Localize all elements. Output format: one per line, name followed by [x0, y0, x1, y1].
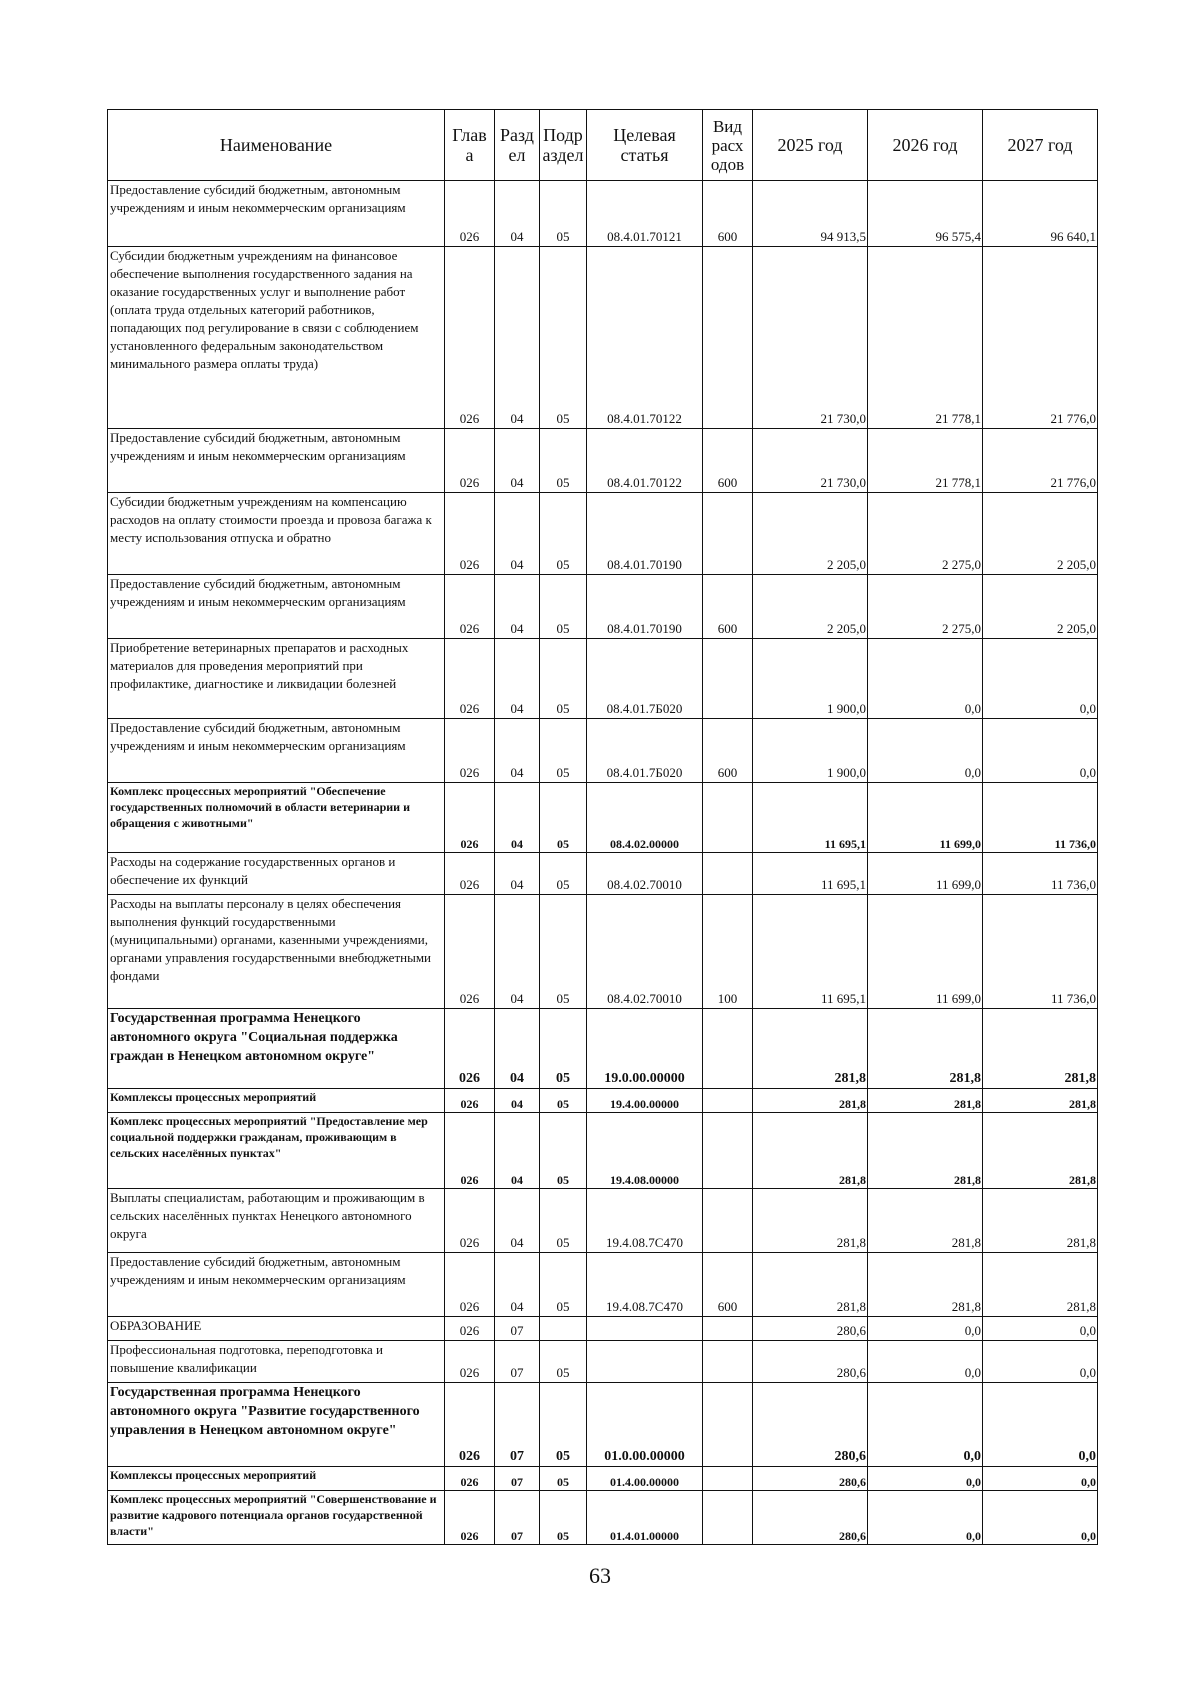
- cell-2027: 2 205,0: [983, 493, 1098, 575]
- cell-2025: 2 205,0: [753, 575, 868, 639]
- cell-celevaya-statya: 19.4.08.7С470: [587, 1253, 703, 1317]
- cell-2025: 281,8: [753, 1189, 868, 1253]
- cell-2025: 94 913,5: [753, 181, 868, 247]
- header-glava: Глав а: [445, 110, 495, 181]
- header-vid-rashodov: Вид расх одов: [703, 110, 753, 181]
- cell-celevaya-statya: 19.4.08.7С470: [587, 1189, 703, 1253]
- table-row: [108, 1009, 1098, 1089]
- cell-name: Приобретение ветеринарных препаратов и расходных материалов для проведения мероприятий при профилактике, диагностике и ликвидации болезней: [108, 639, 445, 719]
- cell-podrazdel: 05: [540, 575, 587, 639]
- cell-celevaya-statya: 19.4.08.00000: [587, 1113, 703, 1189]
- table-row: [108, 1113, 1098, 1189]
- table-row: [108, 639, 1098, 719]
- cell-2027: 21 776,0: [983, 247, 1098, 429]
- cell-razdel: 04: [495, 783, 540, 853]
- cell-glava: 026: [445, 1113, 495, 1189]
- cell-2026: 21 778,1: [868, 247, 983, 429]
- cell-2027: 0,0: [983, 719, 1098, 783]
- cell-razdel: 04: [495, 575, 540, 639]
- cell-razdel: 04: [495, 895, 540, 1009]
- cell-2026: 11 699,0: [868, 783, 983, 853]
- cell-2027: 11 736,0: [983, 853, 1098, 895]
- cell-celevaya-statya: 01.4.00.00000: [587, 1467, 703, 1491]
- table-row: [108, 783, 1098, 853]
- cell-2025: 280,6: [753, 1317, 868, 1341]
- cell-vid-rashodov: [703, 1341, 753, 1383]
- cell-2026: 11 699,0: [868, 853, 983, 895]
- cell-razdel: 04: [495, 1113, 540, 1189]
- cell-vid-rashodov: [703, 493, 753, 575]
- cell-2025: 280,6: [753, 1383, 868, 1467]
- cell-2025: 280,6: [753, 1341, 868, 1383]
- cell-razdel: 04: [495, 1009, 540, 1089]
- cell-name: Расходы на содержание государственных органов и обеспечение их функций: [108, 853, 445, 895]
- cell-2025: 21 730,0: [753, 429, 868, 493]
- cell-2025: 2 205,0: [753, 493, 868, 575]
- cell-2026: 281,8: [868, 1189, 983, 1253]
- cell-podrazdel: 05: [540, 1113, 587, 1189]
- cell-celevaya-statya: 08.4.02.70010: [587, 895, 703, 1009]
- cell-celevaya-statya: 01.0.00.00000: [587, 1383, 703, 1467]
- cell-podrazdel: 05: [540, 719, 587, 783]
- cell-glava: 026: [445, 1089, 495, 1113]
- table-row: [108, 895, 1098, 1009]
- table-row: [108, 575, 1098, 639]
- cell-podrazdel: 05: [540, 1009, 587, 1089]
- cell-2026: 2 275,0: [868, 575, 983, 639]
- cell-2025: 1 900,0: [753, 719, 868, 783]
- table-row: [108, 1491, 1098, 1545]
- cell-razdel: 04: [495, 1089, 540, 1113]
- cell-vid-rashodov: 100: [703, 895, 753, 1009]
- cell-2027: 0,0: [983, 1341, 1098, 1383]
- cell-glava: 026: [445, 1009, 495, 1089]
- cell-celevaya-statya: 08.4.01.70121: [587, 181, 703, 247]
- cell-vid-rashodov: [703, 1009, 753, 1089]
- table-header-row: [108, 110, 1098, 181]
- cell-2026: 0,0: [868, 719, 983, 783]
- cell-name: Комплексы процессных мероприятий: [108, 1089, 445, 1113]
- header-celevaya-statya: Целевая статья: [587, 110, 703, 181]
- cell-2027: 0,0: [983, 639, 1098, 719]
- cell-vid-rashodov: [703, 1491, 753, 1545]
- cell-2025: 11 695,1: [753, 783, 868, 853]
- cell-podrazdel: 05: [540, 1253, 587, 1317]
- cell-razdel: 07: [495, 1341, 540, 1383]
- cell-podrazdel: 05: [540, 493, 587, 575]
- cell-glava: 026: [445, 1189, 495, 1253]
- cell-name: Выплаты специалистам, работающим и проживающим в сельских населённых пунктах Ненецкого автономного округа: [108, 1189, 445, 1253]
- cell-podrazdel: 05: [540, 1383, 587, 1467]
- cell-podrazdel: 05: [540, 429, 587, 493]
- cell-razdel: 04: [495, 719, 540, 783]
- cell-podrazdel: 05: [540, 247, 587, 429]
- cell-vid-rashodov: [703, 783, 753, 853]
- cell-2025: 281,8: [753, 1253, 868, 1317]
- cell-razdel: 07: [495, 1467, 540, 1491]
- header-podrazdel: Подр аздел: [540, 110, 587, 181]
- cell-glava: 026: [445, 493, 495, 575]
- cell-name: Государственная программа Ненецкого автономного округа "Социальная поддержка граждан в Ненецком автономном округе": [108, 1009, 445, 1089]
- cell-razdel: 04: [495, 1189, 540, 1253]
- cell-2027: 96 640,1: [983, 181, 1098, 247]
- cell-name: Комплекс процессных мероприятий "Предоставление мер социальной поддержки гражданам, проживающим в сельских населённых пунктах": [108, 1113, 445, 1189]
- cell-2026: 281,8: [868, 1009, 983, 1089]
- cell-razdel: 04: [495, 493, 540, 575]
- cell-2025: 281,8: [753, 1009, 868, 1089]
- cell-podrazdel: 05: [540, 181, 587, 247]
- header-2027: 2027 год: [983, 110, 1098, 181]
- cell-glava: 026: [445, 853, 495, 895]
- cell-glava: 026: [445, 1491, 495, 1545]
- cell-2025: 21 730,0: [753, 247, 868, 429]
- cell-glava: 026: [445, 1383, 495, 1467]
- cell-glava: 026: [445, 1317, 495, 1341]
- cell-vid-rashodov: [703, 639, 753, 719]
- table-row: [108, 1189, 1098, 1253]
- cell-name: Субсидии бюджетным учреждениям на финансовое обеспечение выполнения государственного задания на оказание государственных услуг и выполнение работ (оплата труда отдельных категорий работников, попадающих под регулирование в связи с соблюдением установленного федеральным законодательством минимального размера оплаты труда): [108, 247, 445, 429]
- cell-vid-rashodov: [703, 1113, 753, 1189]
- header-2025: 2025 год: [753, 110, 868, 181]
- cell-2027: 0,0: [983, 1467, 1098, 1491]
- cell-glava: 026: [445, 719, 495, 783]
- cell-glava: 026: [445, 575, 495, 639]
- cell-2026: 0,0: [868, 1341, 983, 1383]
- table-row: [108, 1089, 1098, 1113]
- cell-vid-rashodov: [703, 1189, 753, 1253]
- cell-2026: 281,8: [868, 1253, 983, 1317]
- header-name: Наименование: [108, 110, 445, 181]
- cell-razdel: 04: [495, 247, 540, 429]
- cell-celevaya-statya: 19.0.00.00000: [587, 1009, 703, 1089]
- cell-name: Предоставление субсидий бюджетным, автономным учреждениям и иным некоммерческим организациям: [108, 1253, 445, 1317]
- cell-razdel: 04: [495, 429, 540, 493]
- cell-2027: 11 736,0: [983, 783, 1098, 853]
- table-row: [108, 1383, 1098, 1467]
- cell-vid-rashodov: [703, 853, 753, 895]
- cell-celevaya-statya: 08.4.01.70122: [587, 429, 703, 493]
- cell-glava: 026: [445, 1253, 495, 1317]
- table-row: [108, 247, 1098, 429]
- cell-podrazdel: [540, 1317, 587, 1341]
- cell-vid-rashodov: 600: [703, 575, 753, 639]
- cell-2026: 0,0: [868, 1467, 983, 1491]
- page-number: 63: [589, 1563, 611, 1588]
- cell-celevaya-statya: 08.4.01.70190: [587, 575, 703, 639]
- budget-table: [107, 109, 1098, 1545]
- cell-glava: 026: [445, 639, 495, 719]
- cell-celevaya-statya: 08.4.01.7Б020: [587, 639, 703, 719]
- cell-podrazdel: 05: [540, 895, 587, 1009]
- table-body: [108, 181, 1098, 1545]
- cell-celevaya-statya: [587, 1317, 703, 1341]
- cell-2027: 281,8: [983, 1253, 1098, 1317]
- cell-2027: 281,8: [983, 1189, 1098, 1253]
- cell-name: Субсидии бюджетным учреждениям на компенсацию расходов на оплату стоимости проезда и провоза багажа к месту использования отпуска и обратно: [108, 493, 445, 575]
- cell-glava: 026: [445, 895, 495, 1009]
- cell-glava: 026: [445, 181, 495, 247]
- cell-2025: 280,6: [753, 1467, 868, 1491]
- cell-2027: 281,8: [983, 1009, 1098, 1089]
- cell-glava: 026: [445, 429, 495, 493]
- cell-vid-rashodov: [703, 247, 753, 429]
- cell-name: Комплексы процессных мероприятий: [108, 1467, 445, 1491]
- cell-podrazdel: 05: [540, 1089, 587, 1113]
- cell-vid-rashodov: [703, 1317, 753, 1341]
- cell-razdel: 07: [495, 1317, 540, 1341]
- table-row: [108, 429, 1098, 493]
- cell-2027: 0,0: [983, 1383, 1098, 1467]
- cell-podrazdel: 05: [540, 1467, 587, 1491]
- cell-celevaya-statya: [587, 1341, 703, 1383]
- cell-podrazdel: 05: [540, 783, 587, 853]
- cell-2026: 2 275,0: [868, 493, 983, 575]
- cell-vid-rashodov: [703, 1467, 753, 1491]
- cell-razdel: 04: [495, 639, 540, 719]
- cell-name: Предоставление субсидий бюджетным, автономным учреждениям и иным некоммерческим организациям: [108, 719, 445, 783]
- cell-celevaya-statya: 01.4.01.00000: [587, 1491, 703, 1545]
- cell-podrazdel: 05: [540, 853, 587, 895]
- table-row: [108, 853, 1098, 895]
- cell-2026: 0,0: [868, 1317, 983, 1341]
- cell-celevaya-statya: 19.4.00.00000: [587, 1089, 703, 1113]
- cell-podrazdel: 05: [540, 639, 587, 719]
- cell-2026: 11 699,0: [868, 895, 983, 1009]
- table-row: [108, 493, 1098, 575]
- cell-2025: 280,6: [753, 1491, 868, 1545]
- cell-name: Предоставление субсидий бюджетным, автономным учреждениям и иным некоммерческим организациям: [108, 429, 445, 493]
- cell-razdel: 07: [495, 1491, 540, 1545]
- cell-glava: 026: [445, 1467, 495, 1491]
- cell-vid-rashodov: 600: [703, 181, 753, 247]
- cell-2026: 0,0: [868, 1383, 983, 1467]
- cell-vid-rashodov: [703, 1383, 753, 1467]
- cell-2025: 281,8: [753, 1089, 868, 1113]
- cell-2027: 0,0: [983, 1317, 1098, 1341]
- cell-podrazdel: 05: [540, 1189, 587, 1253]
- cell-vid-rashodov: 600: [703, 719, 753, 783]
- table-row: [108, 1253, 1098, 1317]
- cell-razdel: 04: [495, 181, 540, 247]
- cell-2025: 1 900,0: [753, 639, 868, 719]
- cell-2025: 281,8: [753, 1113, 868, 1189]
- cell-name: Расходы на выплаты персоналу в целях обеспечения выполнения функций государственными (муниципальными) органами, казенными учреждениями, органами управления государственными внебюджетными фондами: [108, 895, 445, 1009]
- header-razdel: Разд ел: [495, 110, 540, 181]
- table-row: [108, 1467, 1098, 1491]
- cell-celevaya-statya: 08.4.01.70122: [587, 247, 703, 429]
- cell-vid-rashodov: 600: [703, 429, 753, 493]
- cell-glava: 026: [445, 1341, 495, 1383]
- cell-vid-rashodov: 600: [703, 1253, 753, 1317]
- cell-2025: 11 695,1: [753, 853, 868, 895]
- cell-2027: 0,0: [983, 1491, 1098, 1545]
- cell-2026: 96 575,4: [868, 181, 983, 247]
- cell-2026: 281,8: [868, 1113, 983, 1189]
- cell-name: Комплекс процессных мероприятий "Обеспечение государственных полномочий в области ветеринарии и обращения с животными": [108, 783, 445, 853]
- cell-name: Комплекс процессных мероприятий "Совершенствование и развитие кадрового потенциала органов государственной власти": [108, 1491, 445, 1545]
- cell-name: Профессиональная подготовка, переподготовка и повышение квалификации: [108, 1341, 445, 1383]
- cell-glava: 026: [445, 247, 495, 429]
- cell-2025: 11 695,1: [753, 895, 868, 1009]
- cell-vid-rashodov: [703, 1089, 753, 1113]
- cell-2026: 281,8: [868, 1089, 983, 1113]
- cell-2026: 0,0: [868, 1491, 983, 1545]
- cell-celevaya-statya: 08.4.02.70010: [587, 853, 703, 895]
- table-row: [108, 181, 1098, 247]
- cell-2026: 0,0: [868, 639, 983, 719]
- cell-celevaya-statya: 08.4.01.7Б020: [587, 719, 703, 783]
- cell-celevaya-statya: 08.4.01.70190: [587, 493, 703, 575]
- cell-podrazdel: 05: [540, 1491, 587, 1545]
- cell-2026: 21 778,1: [868, 429, 983, 493]
- cell-2027: 11 736,0: [983, 895, 1098, 1009]
- cell-2027: 281,8: [983, 1089, 1098, 1113]
- table-row: [108, 1341, 1098, 1383]
- cell-name: Государственная программа Ненецкого автономного округа "Развитие государственного управления в Ненецком автономном округе": [108, 1383, 445, 1467]
- cell-podrazdel: 05: [540, 1341, 587, 1383]
- cell-razdel: 04: [495, 853, 540, 895]
- cell-2027: 281,8: [983, 1113, 1098, 1189]
- cell-razdel: 07: [495, 1383, 540, 1467]
- cell-celevaya-statya: 08.4.02.00000: [587, 783, 703, 853]
- cell-name: ОБРАЗОВАНИЕ: [108, 1317, 445, 1341]
- header-2026: 2026 год: [868, 110, 983, 181]
- cell-razdel: 04: [495, 1253, 540, 1317]
- cell-glava: 026: [445, 783, 495, 853]
- table-row: [108, 719, 1098, 783]
- table-row: [108, 1317, 1098, 1341]
- cell-2027: 21 776,0: [983, 429, 1098, 493]
- cell-2027: 2 205,0: [983, 575, 1098, 639]
- cell-name: Предоставление субсидий бюджетным, автономным учреждениям и иным некоммерческим организациям: [108, 575, 445, 639]
- cell-name: Предоставление субсидий бюджетным, автономным учреждениям и иным некоммерческим организациям: [108, 181, 445, 247]
